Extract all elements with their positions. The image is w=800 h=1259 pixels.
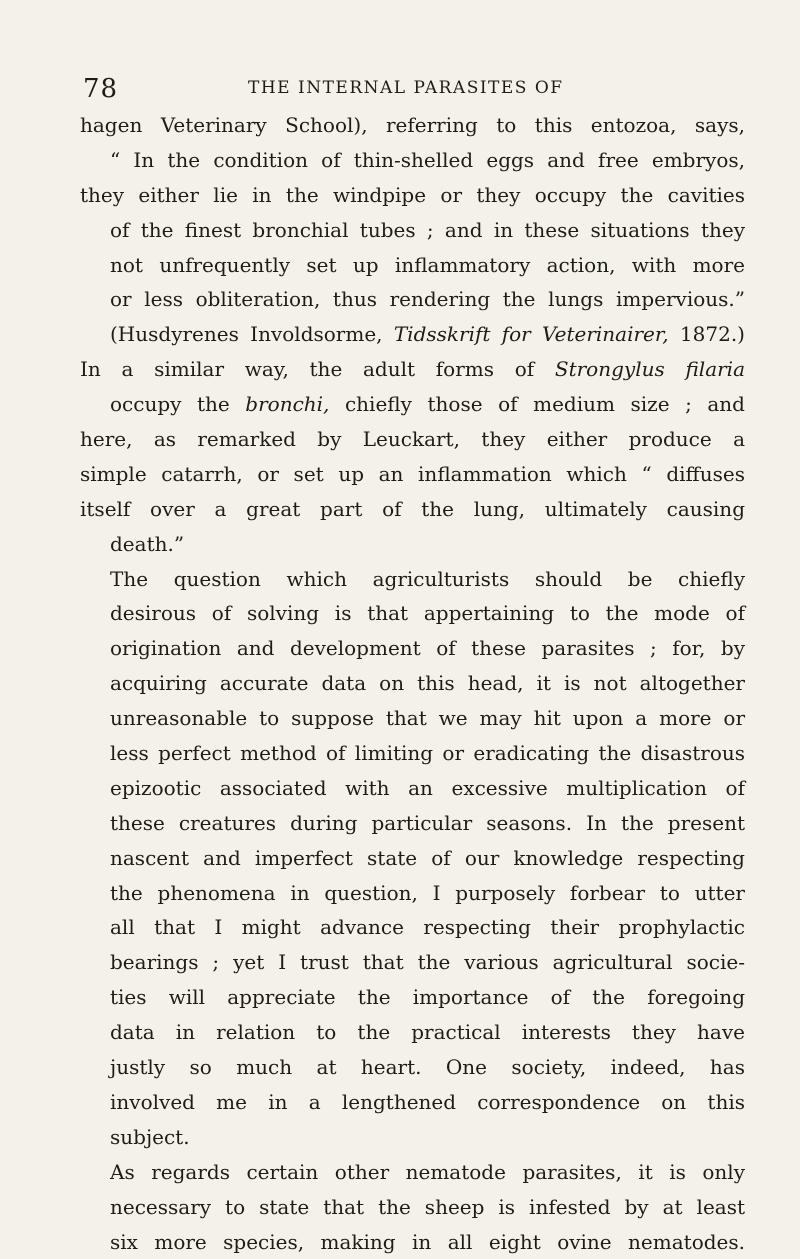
page-header [83,74,743,108]
text-line: bearings ; yet I trust that the various agricultural socie- [80,945,745,980]
text-line: justly so much at heart. One society, indeed, has [80,1050,745,1085]
text-line: six more species, making in all eight ovine nematodes. [80,1225,745,1259]
text-line: less perfect method of limiting or eradicating the disastrous [80,736,745,771]
anatomy-term: bronchi, [245,392,329,416]
page-number: 78 [83,74,118,104]
text-line: of the finest bronchial tubes ; and in these situations they [80,213,745,248]
text-line: necessary to state that the sheep is infested by at least [80,1190,745,1225]
text-line: all that I might advance respecting their prophylactic [80,910,745,945]
text-line: hagen Veterinary School), referring to this entozoa, says, [80,108,745,143]
text-line: nascent and imperfect state of our knowledge respecting [80,841,745,876]
paragraph-start: As regards certain other nematode parasites, it is only [80,1155,745,1190]
text-line: unreasonable to suppose that we may hit upon a more or [80,701,745,736]
text-line: occupy the bronchi, chiefly those of medium size ; and [80,387,745,422]
citation-year: 1872.) [669,322,745,346]
citation-work: (Husdyrenes Involdsorme, [110,322,394,346]
text-line: desirous of solving is that appertaining to the mode of [80,596,745,631]
citation-journal: Tidsskrift for Veterinairer, [394,322,669,346]
text-line: epizootic associated with an excessive multiplication of [80,771,745,806]
text-line: acquiring accurate data on this head, it is not altogether [80,666,745,701]
text-line: or less obliteration, thus rendering the lungs impervious.” [80,282,745,317]
text-line: data in relation to the practical interests they have [80,1015,745,1050]
text-line: In a similar way, the adult forms of Strongylus filaria [80,352,745,387]
text-line: the phenomena in question, I purposely forbear to utter [80,876,745,911]
text-line: “ In the condition of thin-shelled eggs and free embryos, [80,143,745,178]
species-name: Strongylus filaria [555,357,745,381]
text-line: here, as remarked by Leuckart, they either produce a [80,422,745,457]
text-line: subject. [80,1120,745,1155]
text-line: involved me in a lengthened correspondence on this [80,1085,745,1120]
body-text [80,108,745,1259]
running-head: THE INTERNAL PARASITES OF [248,78,564,98]
text-line: simple catarrh, or set up an inflammation which “ diffuses [80,457,745,492]
text-line: death.” [80,527,745,562]
text-line: they either lie in the windpipe or they occupy the cavities [80,178,745,213]
text-line: itself over a great part of the lung, ultimately causing [80,492,745,527]
text-line: origination and development of these parasites ; for, by [80,631,745,666]
citation-line [80,317,745,352]
text-line: these creatures during particular seasons. In the present [80,806,745,841]
text-line: not unfrequently set up inflammatory action, with more [80,248,745,283]
paragraph-start: The question which agriculturists should be chiefly [80,562,745,597]
text-line: ties will appreciate the importance of the foregoing [80,980,745,1015]
